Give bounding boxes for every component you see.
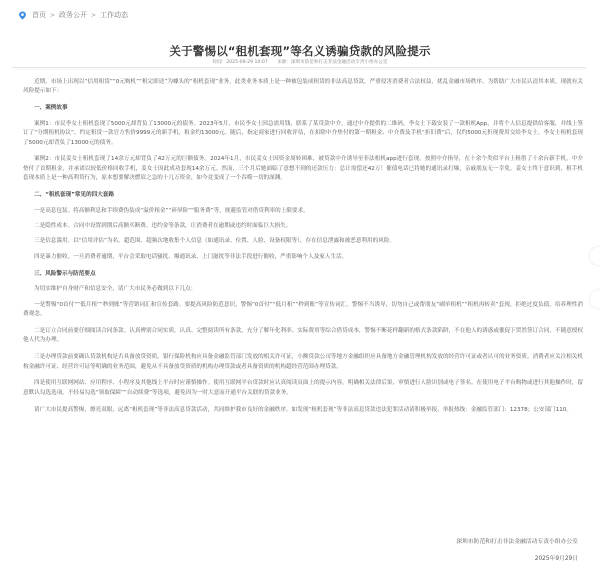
- breadcrumb-work-news[interactable]: 工作动态: [100, 11, 129, 19]
- breadcrumb: [18, 10, 128, 20]
- section-heading-tricks: 二、“租机套现”常见的四大套路: [34, 192, 115, 199]
- signature-block: [456, 534, 578, 568]
- article-source: 来源：深圳市防范和打击非法金融活动专责小组办公室: [277, 60, 388, 65]
- trick-item-2: 二是隐性成本。合同中设置到期后高额买断费、违约金等条款，让消费者在逾期或违约时面临巨大损失。: [34, 222, 292, 229]
- title-divider: [12, 67, 586, 68]
- warning-item-2: 二是订立合同前要仔细阅读合同条款。认真辨别合同实质，认真、完整阅读所有条款，充分了解年化利率、实际费用等综合借贷成本，警惕不断花样翻新的格式条款陷阱，不在他人的诱惑或催促下贸然签订合同，不随意授权他人代为办理。: [23, 327, 583, 344]
- case-1-paragraph: 案例1：市民李女士租机套现了5000元却背负了13000元的债务。2023年5月，市民李女士因急需用钱，联系了某贷款中介，通过中介提供的二维码，李女士下载安装了一款租机App，并将个人信息提供给客服，并线上签订了“分期租机协议”，约定租赁一款官方售价9999元的新手机，租金约13000元。随后，指定商家进行回收评估，在扣除中介垫付的第一期租金、中介费及手机“折旧费”后，仅约5000元折现费用交给李女士。李女士租机套现了5000元却背负了13000元的债务。: [23, 120, 583, 146]
- breadcrumb-separator: >: [50, 11, 56, 19]
- warning-item-3: 三是办理贷款前要确认贷款机构是否具备放贷资质。银行保险机构应具备金融监管部门发放的相关许可证，小额贷款公司等地方金融组织应具备地方金融管理机构发放的经营许可证或者认可的业务资质。消费者应关注相关机构金融许可证、经营许可证等明确的业务范围，避免从不具备放贷资质的机构办理贷款或者具备资质的机构超经营范围办理贷款。: [23, 354, 583, 370]
- trick-item-3: 三是信息滥用。以“信用评估”为名，超范围、超频次地收集个人信息（如通讯录、位置、人脸、设备权限等），存在信息泄露和被恶意利用的风险。: [34, 238, 395, 245]
- signature-date: 2025年9月29日: [534, 556, 578, 562]
- intro-paragraph: 近期，市场上出现以“信用租赁”“0元购机”“租完即送”为噱头的“租机套现”业务，此类业务本质上是一种被包装成租赁的非法高息贷款，严重侵害消费者合法权益，扰乱金融市场秩序。为帮助广大市民认清其本质，现就有关风险提示如下：: [23, 79, 583, 95]
- breadcrumb-separator: >: [91, 11, 97, 19]
- section-heading-cases: 一、案例故事: [34, 105, 68, 112]
- breadcrumb-home[interactable]: 首页: [32, 11, 46, 19]
- warning-item-4: 四是使用互联网网站、应用程序、小程序及其他线上平台时应谨慎操作。使用互联网平台贷款时应认真阅读页面上的提示内容，明确相关法律后果，审慎进行人脸识别或电子签名。在使用电子平台购物或进行其他操作时，留意默认勾选选项，不轻易勾选“领取保障”“自动续费”等选项，避免因为一时大意而开通平台关联的贷款业务。: [23, 380, 583, 396]
- warning-item-1: 一是警惕“0首付”“低月租”“秒到账”等营销词汇和宣传套路。要提高风险防范意识，警惕“0首付”“低月租”“秒到账”等宣传词汇，警惕不当诱导，切勿自己或帮朋友“刷单租机”“租机再转卖”套现，拒绝过度负债，培养理性消费观念。: [23, 301, 583, 317]
- trick-item-4: 四是暴力催收。一旦消费者逾期，平台会采取电话骚扰、爆通讯录、上门滋扰等非法手段进行催收，严重影响个人及家人生活。: [34, 253, 348, 260]
- floating-side-button[interactable]: [590, 247, 600, 265]
- case-2-paragraph: 案例2：市民姜女士租机套现了14余万元却背负了42万元的巨额债务。2024年1月，市民姜女士因资金周转困难，被贷款中介诱导至非法租机app进行套现。按照中介指导，在十余个类似平台上租借了十余台新手机，中介垫付了首期租金，并承诺以较低价格回收手机，姜女士因此成功套现14余万元。然而，三个月后她面临了意想不到的还款压力：总计需偿还42万！催债电话已将她的通讯录打爆，亲戚朋友无一幸免。姜女士终于意识到，租手机套现本质上是一种高利贷行为，原本想要解决燃眉之急的十几万资金，如今竟变成了一个吞噬一切的深渊。: [23, 156, 583, 182]
- closing-paragraph: 请广大市民提高警惕，擦亮双眼，远离“租机套现”等非法高息贷款活动，共同维护我市良好的金融秩序。如发现“租机套现”等非法高息贷款违法犯罪活动请积极举报，举报热线：金融监管部门：12378；公安部门110。: [34, 406, 572, 413]
- trick-item-1: 一是高息包装。将高额利息和手续费伪装成“溢价租金”“碎屏险”“服务费”等，规避监管对借贷利率的上限要求。: [34, 207, 309, 214]
- warnings-lead: 为切实维护自身财产和信息安全，请广大市民务必做到以下几点：: [34, 286, 197, 293]
- floating-side-button[interactable]: [590, 290, 600, 308]
- article-body: [23, 78, 583, 415]
- article-title: 关于警惕以“租机套现”等名义诱骗贷款的风险提示: [169, 43, 431, 58]
- signature-org: 深圳市防范和打击非法金融活动专责小组办公室: [456, 539, 578, 545]
- section-heading-warnings: 三、风险警示与防范要点: [34, 270, 96, 277]
- article-meta: [0, 59, 600, 65]
- publish-time: 时间：2025-09-29 10:07: [212, 60, 268, 65]
- location-pin-icon: [18, 11, 27, 20]
- breadcrumb-gov-affairs[interactable]: 政务公开: [59, 11, 88, 19]
